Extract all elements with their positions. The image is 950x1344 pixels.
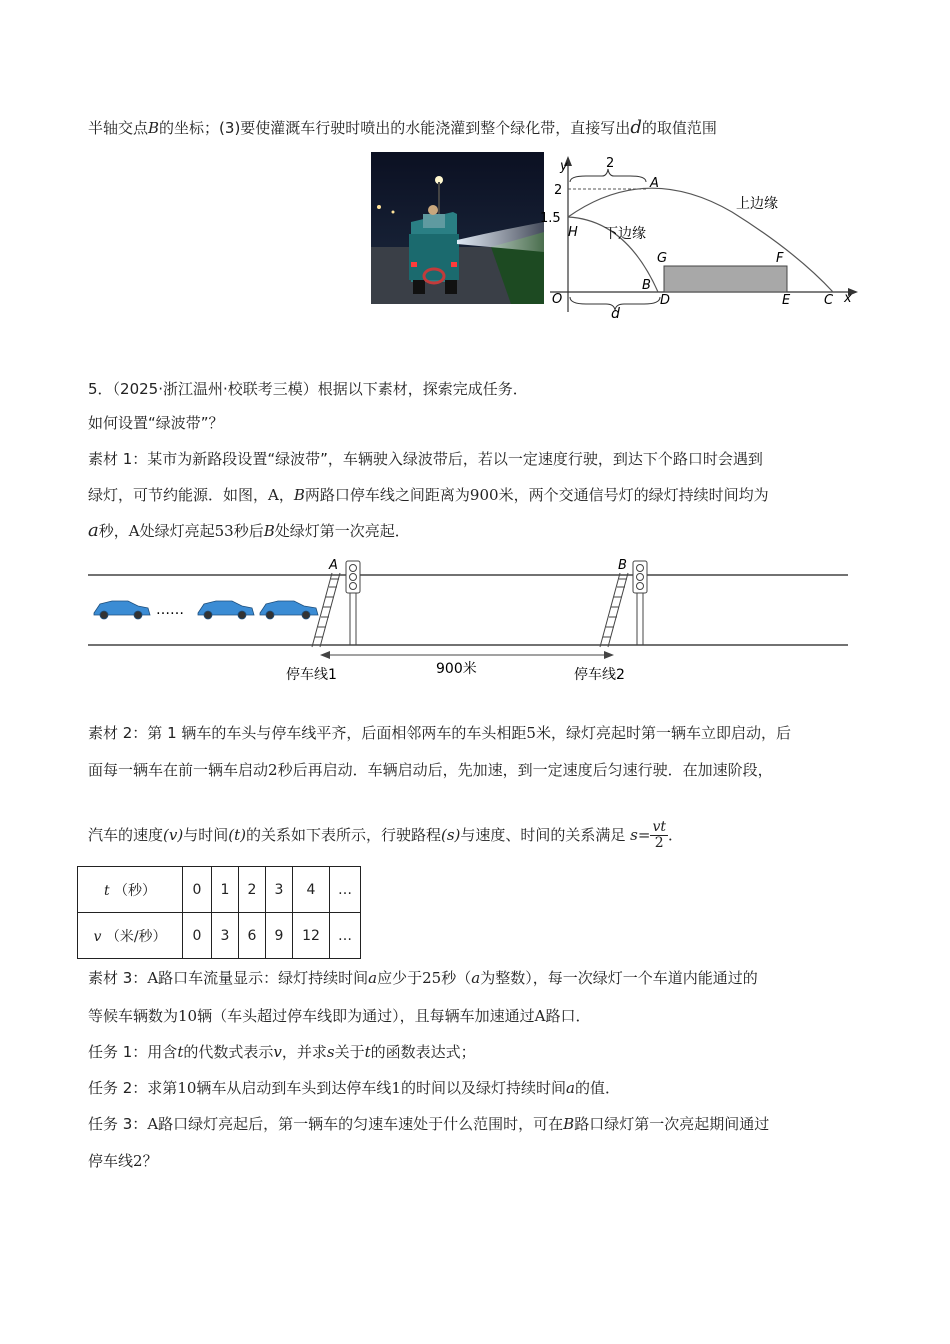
material-2-line1: 素材 2：第 1 辆车的车头与停车线平齐，后面相邻两车的车头相距5米，绿灯亮起时第一辆车立即启动，后: [88, 724, 791, 742]
origin-label: O: [552, 292, 563, 307]
road-label-A: A: [329, 558, 338, 573]
task-3-cont: 停车线2？: [88, 1152, 158, 1170]
text-line-prev: 半轴交点B的坐标；(3)要使灌溉车行驶时喷出的水能浇灌到整个绿化带，直接写出d的取值范围: [88, 117, 717, 138]
q5-title: 5．（2025·浙江温州·校联考三模）根据以下素材，探索完成任务．: [88, 380, 528, 398]
road-distance: 900米: [436, 661, 477, 677]
velocity-table: [77, 866, 361, 959]
road-diagram: [88, 555, 848, 690]
label-1-5: 1.5: [540, 211, 561, 226]
truck-photo: [371, 152, 544, 304]
label-2: 2: [554, 183, 563, 198]
point-B: B: [642, 278, 651, 293]
y-axis-label: y: [560, 159, 568, 174]
point-D: D: [660, 293, 671, 308]
table-row: v （米/秒） 0 3 6 9 12 …: [78, 913, 361, 959]
stop-line-2: [600, 573, 628, 647]
car-icon: [198, 601, 254, 619]
material-1-line3: a秒，A处绿灯亮起53秒后B处绿灯第一次亮起．: [88, 520, 410, 541]
label-upper-edge: 上边缘: [736, 196, 778, 212]
point-H: H: [568, 225, 578, 240]
label-lower-edge: 下边缘: [604, 226, 646, 242]
table-row: t （秒） 0 1 2 3 4 …: [78, 867, 361, 913]
traffic-light-icon: [346, 561, 360, 645]
q5-subtitle: 如何设置“绿波带”？: [88, 414, 224, 432]
traffic-light-icon: [633, 561, 647, 645]
car-icon: [260, 601, 318, 619]
point-E: E: [782, 293, 791, 308]
car-ellipsis: ……: [156, 602, 184, 618]
label-2-top: 2: [606, 156, 615, 171]
label-d: d: [611, 306, 620, 322]
task-1: 任务 1：用含t的代数式表示v，并求s关于t的函数表达式；: [88, 1043, 476, 1061]
point-C: C: [824, 293, 834, 308]
material-3-line2: 等候车辆数为10辆（车头超过停车线即为通过），且每辆车加速通过A路口．: [88, 1007, 591, 1025]
task-2: 任务 2：求第10辆车从启动到车头到达停车线1的时间以及绿灯持续时间a的值．: [88, 1079, 620, 1097]
car-icon: [94, 601, 150, 619]
point-G: G: [657, 251, 668, 266]
stop-line-1-label: 停车线1: [286, 667, 337, 683]
material-2-line3: 汽车的速度(v)与时间(t)的关系如下表所示，行驶路程(s)与速度、时间的关系满足 s= $\frac{vt}{2}$ ．: [88, 819, 684, 851]
fraction-vt-2: $\frac{vt}{2}$: [652, 819, 666, 851]
stop-line-2-label: 停车线2: [574, 667, 625, 683]
parabola-graph: [536, 152, 866, 322]
point-A: A: [650, 176, 659, 191]
task-3: 任务 3：A路口绿灯亮起后，第一辆车的匀速车速处于什么范围时，可在B路口绿灯第一次亮起期间通过: [88, 1115, 770, 1133]
x-axis-label: x: [844, 291, 852, 306]
material-1-line1: 素材 1：某市为新路段设置“绿波带”，车辆驶入绿波带后，若以一定速度行驶，到达下个路口时会遇到: [88, 450, 763, 468]
material-3-line1: 素材 3：A路口车流量显示：绿灯持续时间a应少于25秒（a为整数），每一次绿灯一个车道内能通过的: [88, 969, 758, 987]
road-label-B: B: [618, 558, 627, 573]
material-2-line2: 面每一辆车在前一辆车启动2秒后再启动．车辆启动后，先加速，到一定速度后匀速行驶．在加速阶段，: [88, 761, 773, 779]
point-F: F: [776, 251, 784, 266]
material-1-line2: 绿灯，可节约能源．如图，A，B两路口停车线之间距离为900米，两个交通信号灯的绿灯持续时间均为: [88, 486, 769, 504]
